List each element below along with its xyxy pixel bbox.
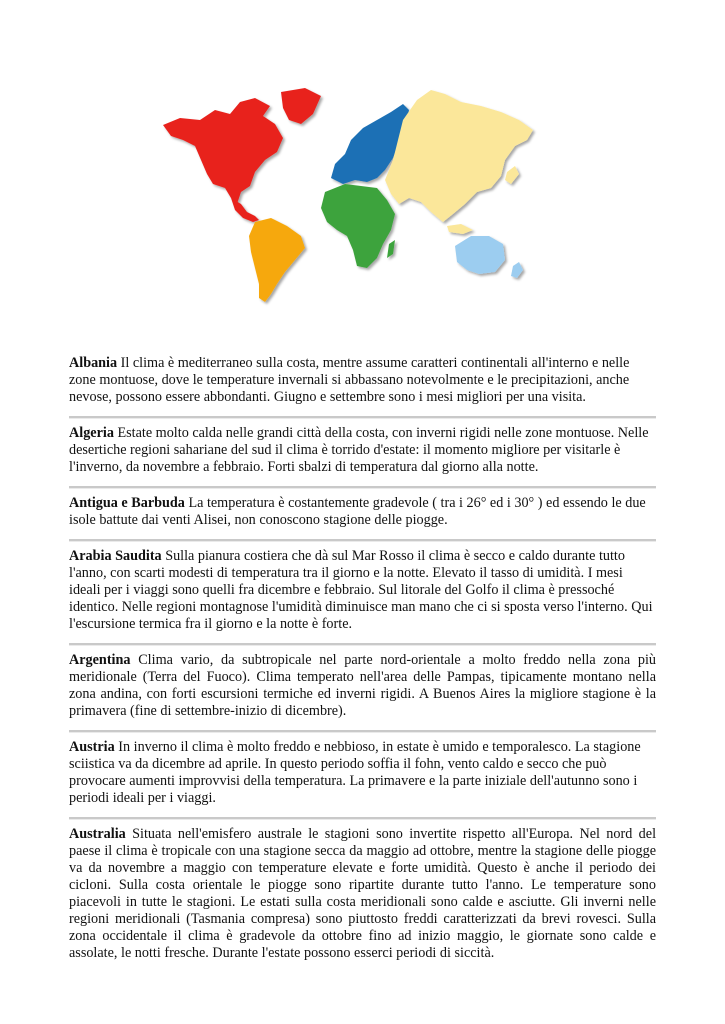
climate-description: La temperatura è costantemente gradevole ( tra i 26° ed i 30° ) ed essendo le due isole battute dai venti Alisei, non conoscono stagione delle piogge. [69, 495, 646, 528]
japan-shape [505, 166, 519, 184]
indonesia-shape [447, 224, 473, 234]
south-america-shape [249, 218, 305, 302]
climate-description: In inverno il clima è molto freddo e nebbioso, in estate è umido e temporalesco. La stagione sciistica va da dicembre ad aprile. In questo periodo soffia il fohn, vento caldo e secco che può provocare aumenti improvvisi della temperatura. La primavere e la parte iniziale dell'autunno sono i periodi ideali per i viaggi. [69, 739, 641, 806]
entry-antigua-e-barbuda [69, 495, 656, 541]
north-america-shape [163, 98, 283, 204]
central-america-shape [231, 198, 259, 222]
climate-description: Situata nell'emisfero australe le stagioni sono invertite rispetto all'Europa. Nel nord del paese il clima è tropicale con una stagione secca da maggio ad ottobre, mentre la stagione delle piogge va da novembre a maggio con temperature elevate e forte umidità. Questo è anche il periodo dei cicloni. Sulla costa orientale le piogge sono ripartite durante tutto l'anno. Le temperature sono piacevoli in tutte le stagioni. Le estati sulla costa meridionali sono calde e asciutte. Gli inverni nelle regioni meridionali (Tasmania compresa) sono piuttosto freddi caratterizzati da brevi rovesci. Sulla zona occidentale il clima è gradevole da ottobre fino ad inizio maggio, le giornate sono calde e assolate, le notti fresche. Durante l'estate possono esserci periodi di siccità. [69, 826, 657, 961]
entry-australia [69, 826, 656, 972]
country-name: Argentina [69, 652, 131, 668]
entry-arabia-saudita [69, 548, 656, 645]
climate-description: Clima vario, da subtropicale nel parte nord-orientale a molto freddo nella zona più meridionale (Terra del Fuoco). Clima temperato nell'area delle Pampas, tipicamente montano nella zona andina, con forti escursioni termiche ed inverni rigidi. A Buenos Aires la migliore stagione è la primavera (fine di settembre-inizio di dicembre). [69, 652, 656, 719]
country-name: Antigua e Barbuda [69, 495, 185, 511]
country-name: Austria [69, 739, 115, 755]
climate-description: Sulla pianura costiera che dà sul Mar Rosso il clima è secco e caldo durante tutto l'anno, con scarti modesti di temperatura tra il giorno e la notte. Elevato il tasso di umidità. I mesi ideali per i viaggi sono quelli fra dicembre e febbraio. Sul litorale del Golfo il clima è pressoché identico. Nelle regioni montagnose l'umidità diminuisce man mano che ci si sposta verso l'interno. Qui l'escursione termica fra il giorno e la notte è forte. [69, 548, 653, 632]
entry-argentina [69, 652, 656, 732]
climate-description: Estate molto calda nelle grandi città della costa, con inverni rigidi nelle zone montuose. Nelle desertiche regioni sahariane del sud il clima è torrido d'estate: il momento migliore per visitarle è l'inverno, da novembre a febbraio. Forti sbalzi di temperatura dal giorno alla notte. [69, 425, 649, 475]
country-name: Albania [69, 355, 118, 371]
madagascar-shape [387, 240, 395, 258]
australia-shape [455, 236, 505, 274]
new-zealand-shape [511, 262, 523, 278]
country-name: Australia [69, 826, 126, 842]
greenland-shape [281, 88, 321, 124]
entry-albania [69, 355, 656, 418]
entry-austria [69, 739, 656, 819]
world-map-icon [155, 80, 545, 310]
country-name: Arabia Saudita [69, 548, 162, 564]
country-climate-list [69, 355, 656, 979]
climate-description: Il clima è mediterraneo sulla costa, mentre assume caratteri continentali all'interno e nelle zone montuose, dove le temperature invernali si abbassano notevolmente e le precipitazioni, anche nevose, possono essere abbondanti. Giugno e settembre sono i mesi migliori per una visita. [69, 355, 630, 405]
entry-algeria [69, 425, 656, 488]
country-name: Algeria [69, 425, 114, 441]
africa-shape [321, 184, 395, 268]
